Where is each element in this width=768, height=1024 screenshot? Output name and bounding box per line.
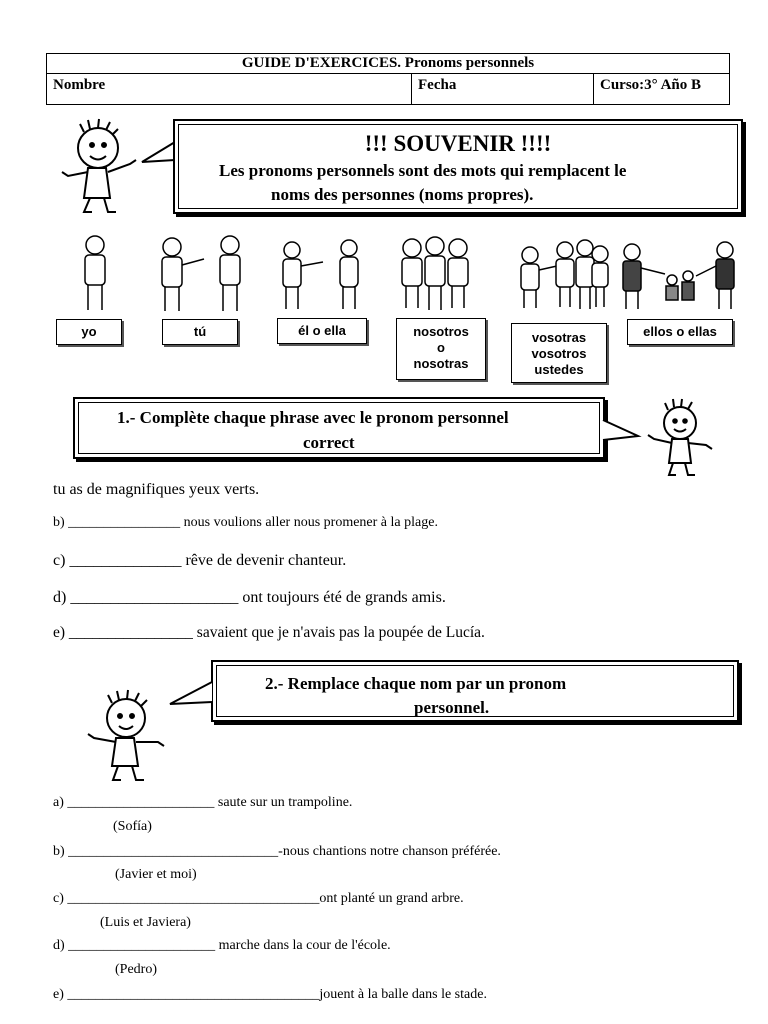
person-vosotros-icon bbox=[521, 240, 608, 309]
exercise-2-item-a[interactable]: a) _____________________ saute sur un trampoline. bbox=[53, 795, 353, 810]
answer-blank[interactable]: ________________ bbox=[68, 624, 193, 641]
answer-blank[interactable]: _____________________ bbox=[68, 938, 216, 953]
exercise-2-title-line-2: personnel. bbox=[414, 698, 490, 717]
souvenir-title: !!! SOUVENIR !!!! bbox=[364, 131, 552, 156]
exercise-1-item-b[interactable]: b) ________________ nous voulions aller nous promener à la plage. bbox=[53, 515, 438, 530]
curso-field: Curso:3° Año B bbox=[600, 77, 702, 93]
answer-blank[interactable]: ______________________________ bbox=[68, 844, 279, 859]
fecha-field[interactable]: Fecha bbox=[418, 77, 457, 93]
exercise-2-item-e[interactable]: e) ____________________________________jouent à la balle dans le stade. bbox=[53, 987, 487, 1002]
pronoun-label-ellos: ellos o ellas bbox=[627, 319, 733, 345]
hint-sofia: (Sofía) bbox=[113, 819, 152, 834]
callout-pointer bbox=[600, 418, 640, 458]
hint-pedro: (Pedro) bbox=[115, 962, 157, 977]
person-tu-icon bbox=[162, 236, 240, 311]
person-el-ella-icon bbox=[283, 240, 358, 309]
cartoon-boy-icon bbox=[82, 690, 182, 790]
exercise-2-title-line-1: 2.- Remplace chaque nom par un pronom bbox=[265, 674, 567, 693]
person-yo-icon bbox=[85, 236, 105, 310]
hint-luis-et-javiera: (Luis et Javiera) bbox=[100, 915, 191, 930]
exercise-1-box bbox=[73, 397, 605, 459]
exercise-1-item-d[interactable]: d) _____________________ ont toujours été de grands amis. bbox=[53, 589, 446, 606]
answer-blank[interactable]: _____________________ bbox=[67, 795, 215, 810]
souvenir-box bbox=[173, 119, 743, 214]
person-ellos-icon bbox=[623, 242, 734, 309]
answer-blank[interactable]: ________________ bbox=[68, 515, 181, 530]
pronoun-figures bbox=[60, 230, 760, 315]
pronoun-label-nosotros: nosotros o nosotras bbox=[396, 318, 486, 380]
header-table bbox=[46, 53, 730, 105]
exercise-1-item-a: tu as de magnifiques yeux verts. bbox=[53, 481, 260, 498]
person-nosotros-icon bbox=[402, 237, 468, 310]
answer-blank[interactable]: _____________________ bbox=[70, 589, 239, 606]
pronoun-label-vosotros: vosotras vosotros ustedes bbox=[511, 323, 607, 383]
nombre-field[interactable]: Nombre bbox=[53, 77, 106, 93]
exercise-2-item-b[interactable]: b) ______________________________-nous chantions notre chanson préférée. bbox=[53, 844, 501, 859]
exercise-2-box bbox=[211, 660, 739, 722]
souvenir-line-1: Les pronoms personnels sont des mots qui remplacent le bbox=[219, 161, 627, 180]
pronoun-label-el-ella: él o ella bbox=[277, 318, 367, 344]
pronoun-label-yo: yo bbox=[56, 319, 122, 345]
souvenir-line-2: noms des personnes (noms propres). bbox=[271, 185, 534, 204]
exercise-1-title-line-2: correct bbox=[303, 433, 355, 452]
answer-blank[interactable]: ____________________________________ bbox=[67, 987, 320, 1002]
exercise-1-item-c[interactable]: c) ______________ rêve de devenir chanteur. bbox=[53, 552, 347, 569]
pronoun-label-tu: tú bbox=[162, 319, 238, 345]
worksheet-title: GUIDE D'EXERCICES. Pronoms personnels bbox=[47, 54, 729, 74]
exercise-2-item-c[interactable]: c) ____________________________________ont planté un grand arbre. bbox=[53, 891, 464, 906]
answer-blank[interactable]: ______________ bbox=[69, 552, 182, 569]
exercise-2-item-d[interactable]: d) _____________________ marche dans la cour de l'école. bbox=[53, 938, 391, 953]
hint-javier-et-moi: (Javier et moi) bbox=[115, 867, 197, 882]
cartoon-boy-icon bbox=[638, 398, 728, 483]
exercise-1-title-line-1: 1.- Complète chaque phrase avec le pronom personnel bbox=[117, 408, 509, 427]
answer-blank[interactable]: ____________________________________ bbox=[67, 891, 320, 906]
exercise-1-item-e[interactable]: e) ________________ savaient que je n'avais pas la poupée de Lucía. bbox=[53, 624, 485, 641]
